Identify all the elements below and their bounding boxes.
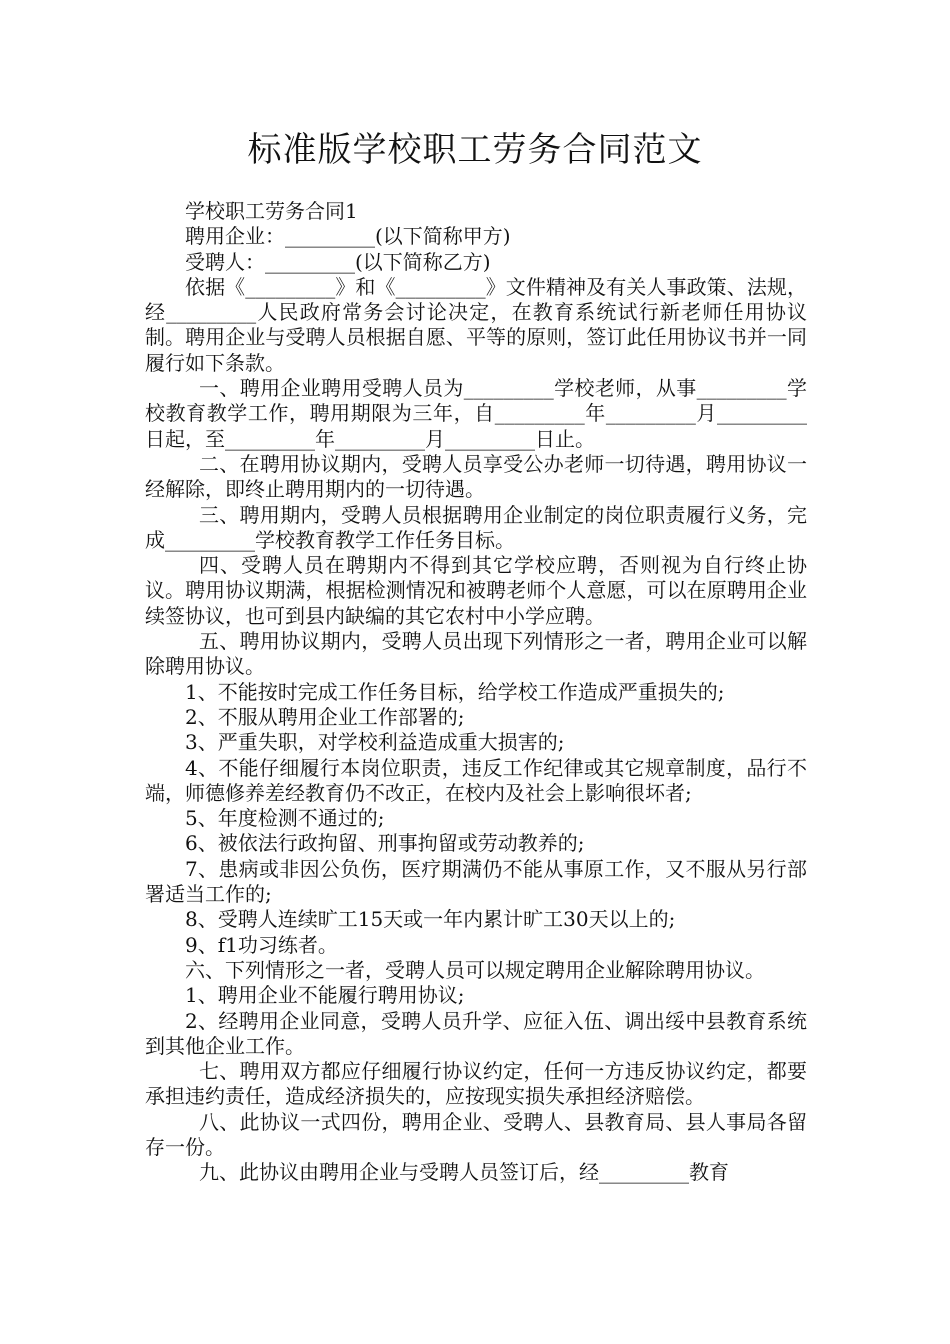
paragraph-employee: 受聘人：_________(以下简称乙方) (185, 249, 491, 274)
paragraph-employer: 聘用企业：_________(以下简称甲方) (185, 224, 511, 249)
paragraph-clause-1: 一、聘用企业聘用受聘人员为_________学校老师，从事_________学校教育教学工作，聘用期限为三年，自_________年_________月_________日起，至_________年_________月_________日止。 (145, 376, 807, 451)
document-body (145, 199, 807, 1186)
paragraph-item-5-8: 8、受聘人连续旷工15天或一年内累计旷工30天以上的; (185, 907, 676, 932)
paragraph-item-5-3: 3、严重失职，对学校利益造成重大损害的; (185, 730, 565, 755)
paragraph-item-6-1: 1、聘用企业不能履行聘用协议; (185, 983, 465, 1008)
paragraph-clause-3: 三、聘用期内，受聘人员根据聘用企业制定的岗位职责履行义务，完成_________学校教育教学工作任务目标。 (145, 502, 807, 552)
paragraph-item-5-4: 4、不能仔细履行本岗位职责，违反工作纪律或其它规章制度，品行不端，师德修养差经教育仍不改正，在校内及社会上影响很坏者; (145, 755, 807, 805)
paragraph-basis: 依据《_________》和《_________》文件精神及有关人事政策、法规，经_________人民政府常务会讨论决定，在教育系统试行新老师任用协议制。聘用企业与受聘人员根据自愿、平等的原则，签订此任用协议书并一同履行如下条款。 (145, 274, 807, 375)
paragraph-item-6-2: 2、经聘用企业同意，受聘人员升学、应征入伍、调出绥中县教育系统到其他企业工作。 (145, 1008, 807, 1058)
paragraph-clause-5: 五、聘用协议期内，受聘人员出现下列情形之一者，聘用企业可以解除聘用协议。 (145, 629, 807, 679)
paragraph-clause-7: 七、聘用双方都应仔细履行协议约定，任何一方违反协议约定，都要承担违约责任，造成经济损失的，应按现实损失承担经济赔偿。 (145, 1059, 807, 1109)
paragraph-contract-heading: 学校职工劳务合同1 (185, 199, 358, 223)
paragraph-clause-2: 二、在聘用协议期内，受聘人员享受公办老师一切待遇，聘用协议一经解除，即终止聘用期内的一切待遇。 (145, 451, 807, 502)
paragraph-clause-8: 八、此协议一式四份，聘用企业、受聘人、县教育局、县人事局各留存一份。 (145, 1109, 807, 1159)
paragraph-clause-6: 六、下列情形之一者，受聘人员可以规定聘用企业解除聘用协议。 (185, 957, 765, 982)
paragraph-item-5-2: 2、不服从聘用企业工作部署的; (185, 704, 465, 729)
paragraph-item-5-6: 6、被依法行政拘留、刑事拘留或劳动教养的; (185, 831, 585, 856)
paragraph-item-5-9: 9、f1功习练者。 (185, 932, 338, 957)
document-title: 标准版学校职工劳务合同范文 (247, 130, 703, 170)
paragraph-clause-4: 四、受聘人员在聘期内不得到其它学校应聘，否则视为自行终止协议。聘用协议期满，根据检测情况和被聘老师个人意愿，可以在原聘用企业续签协议，也可到县内缺编的其它农村中小学应聘。 (145, 553, 807, 628)
paragraph-item-5-5: 5、年度检测不通过的; (185, 806, 385, 831)
paragraph-item-5-1: 1、不能按时完成工作任务目标，给学校工作造成严重损失的; (185, 679, 725, 704)
paragraph-item-5-7: 7、患病或非因公负伤，医疗期满仍不能从事原工作，又不服从另行部署适当工作的; (145, 856, 807, 907)
paragraph-clause-9: 九、此协议由聘用企业与受聘人员签订后，经_________教育 (199, 1160, 729, 1185)
